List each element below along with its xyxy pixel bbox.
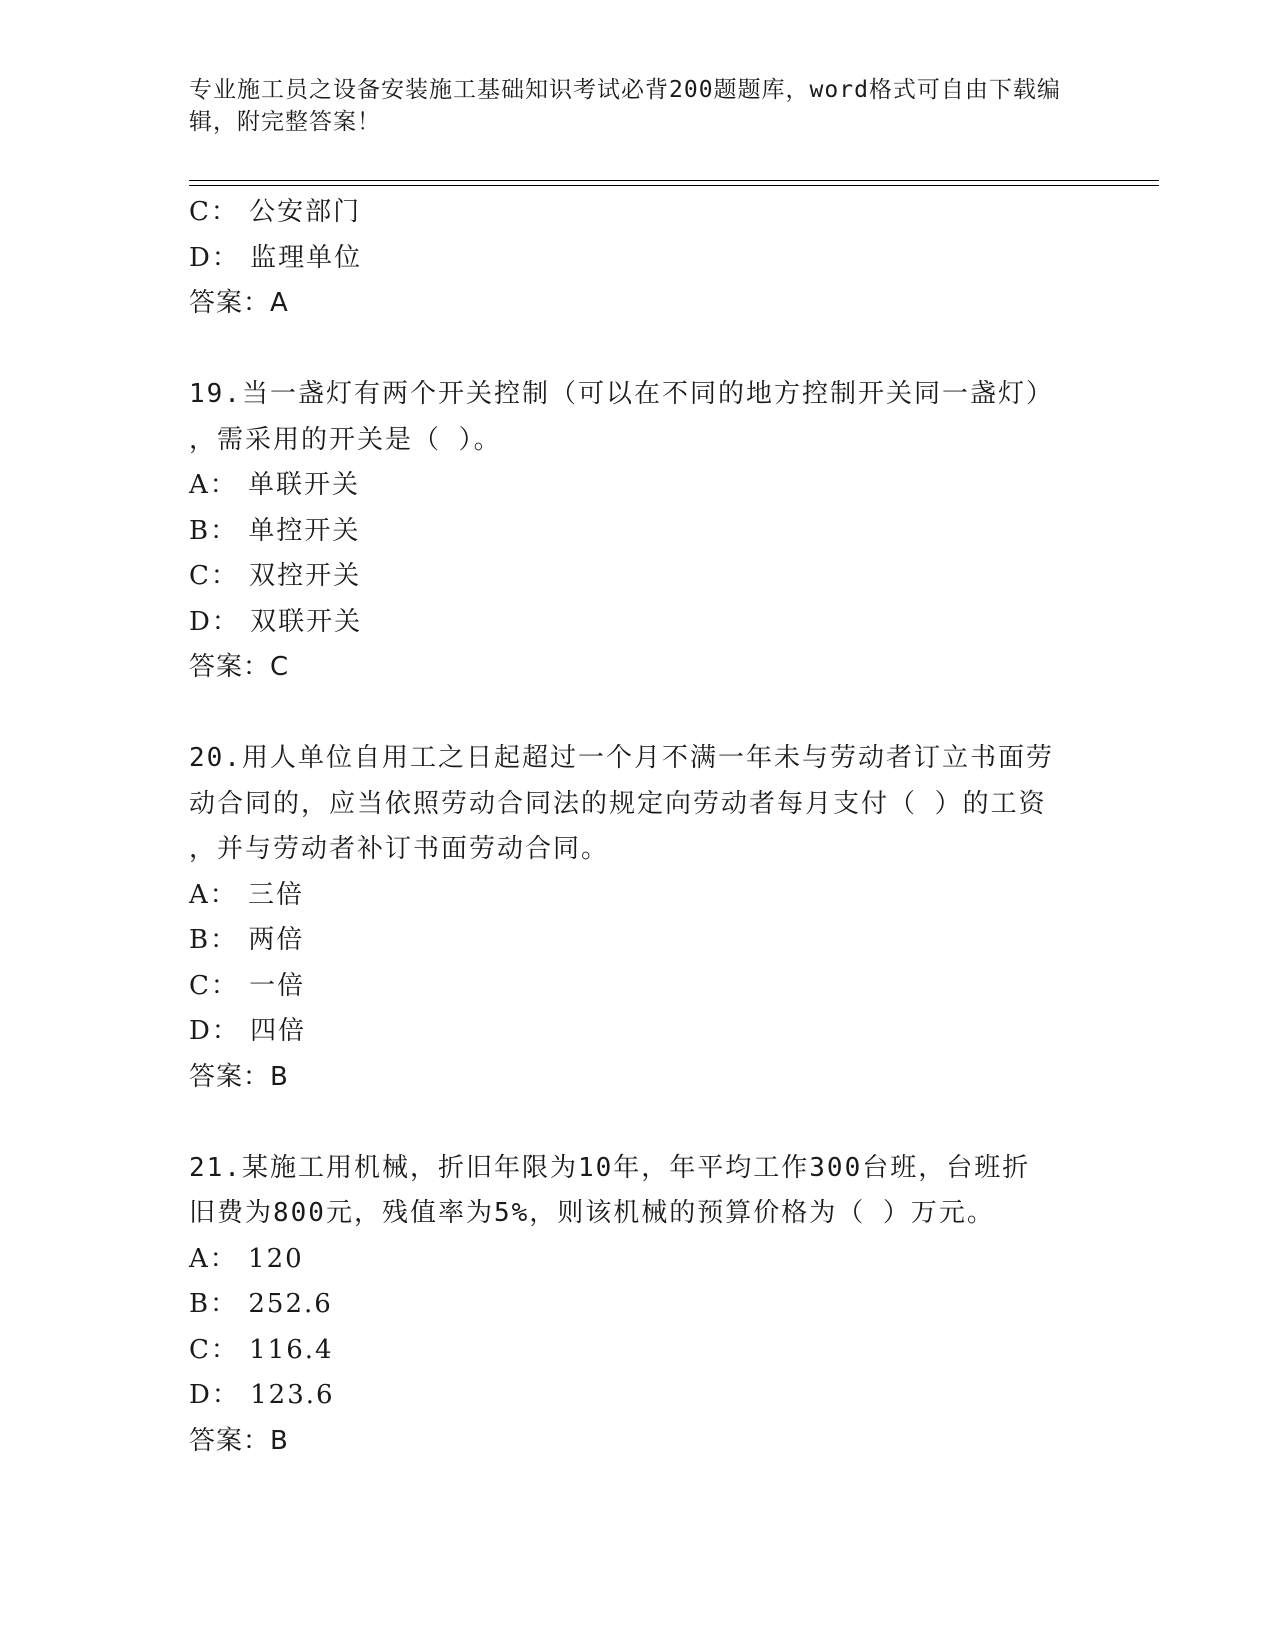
option-c: C： 公安部门	[189, 197, 362, 227]
spacer	[189, 327, 1089, 373]
question-text: 旧费为800元，残值率为5%，则该机械的预算价格为（ ）万元。	[189, 1198, 995, 1228]
question-text: ，并与劳动者补订书面劳动合同。	[189, 834, 610, 864]
option-b: B： 两倍	[189, 925, 305, 955]
option-d: D： 监理单位	[189, 242, 363, 273]
option-c: C： 双控开关	[189, 561, 362, 591]
spacer	[189, 1100, 1089, 1146]
question-list	[189, 190, 1089, 1464]
document-header: 专业施工员之设备安装施工基础知识考试必背200题题库，word格式可自由下载编辑，附完整答案！	[189, 77, 1061, 135]
question-text: 21.某施工用机械，折旧年限为10年，年平均工作300台班，台班折	[189, 1152, 1031, 1183]
option-b: B： 252.6	[189, 1289, 333, 1319]
answer-line: 答案：B	[189, 1061, 289, 1092]
option-c: C： 116.4	[189, 1334, 334, 1365]
question-text: 动合同的，应当依照劳动合同法的规定向劳动者每月支付（ ）的工资	[189, 788, 1047, 819]
option-a: A： 120	[189, 1243, 304, 1274]
option-a: A： 单联开关	[189, 470, 361, 500]
spacer	[189, 691, 1089, 737]
header-rule-bottom	[189, 185, 1159, 186]
option-d: D： 123.6	[189, 1380, 335, 1410]
question-block-20	[189, 736, 1089, 1100]
question-block-18	[189, 190, 1089, 327]
option-d: D： 四倍	[189, 1016, 307, 1046]
option-b: B： 单控开关	[189, 515, 361, 546]
answer-line: 答案：B	[189, 1425, 289, 1456]
question-block-21	[189, 1146, 1089, 1465]
answer-line: 答案：A	[189, 288, 289, 318]
header-rule-top	[189, 180, 1159, 181]
answer-line: 答案：C	[189, 652, 290, 682]
question-text: ，需采用的开关是（ ）。	[189, 424, 502, 455]
option-d: D： 双联开关	[189, 606, 363, 637]
question-text: 19.当一盏灯有两个开关控制（可以在不同的地方控制开关同一盏灯）	[189, 379, 1054, 409]
option-a: A： 三倍	[189, 879, 305, 910]
option-c: C： 一倍	[189, 970, 306, 1001]
question-block-19	[189, 372, 1089, 691]
question-text: 20.用人单位自用工之日起超过一个月不满一年未与劳动者订立书面劳	[189, 743, 1054, 773]
